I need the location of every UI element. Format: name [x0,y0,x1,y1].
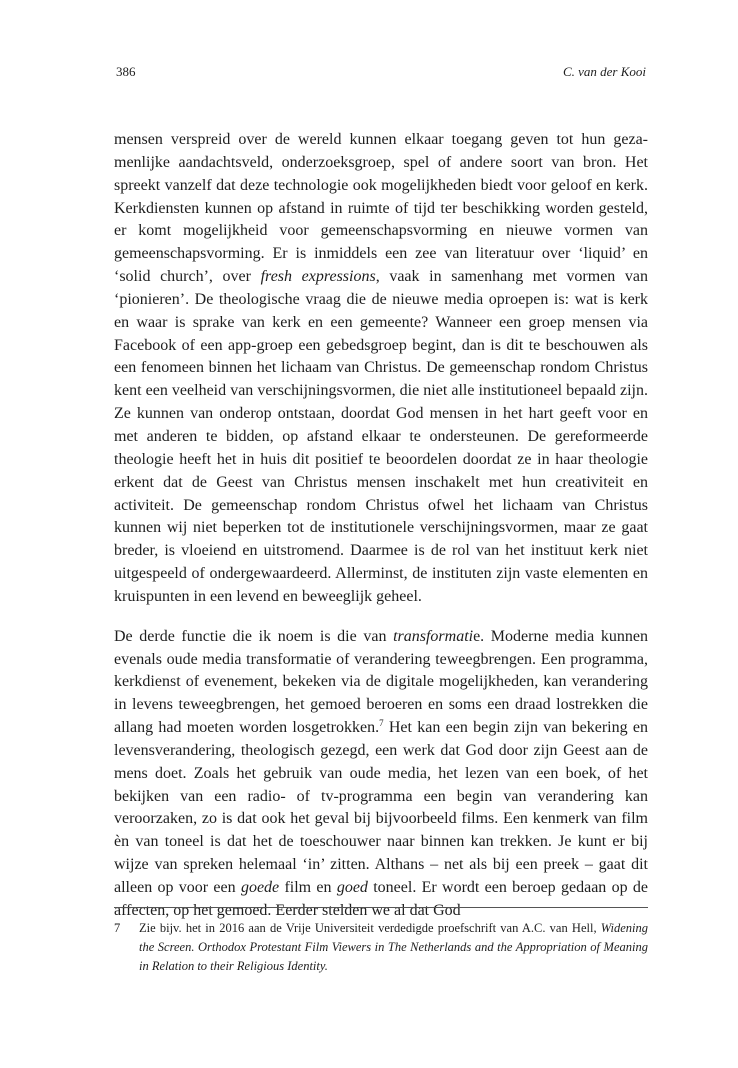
footnote-reference[interactable]: 7 [379,718,384,729]
paragraph-2-text-d: film en [279,879,337,896]
footnote-text [139,919,648,976]
footnote-divider [114,907,648,908]
paragraph-2-text-e: toneel. Er wordt een beroep gedaan op de affecten, op het gemoed. Eerder stelden we al dat God [114,879,648,919]
running-header [116,64,646,84]
paragraph-1-emphasis: fresh expressions [260,268,376,286]
paragraph-2-text-c: Het kan een begin zijn van bekering en levensverandering, theologisch gezegd, een werk dat God door zijn Geest aan de mens doet. Zoals het gebruik van oude media, het lezen van een boek, of het bekijken van een radio- of tv-programma een begin van verandering kan veroorzaken, zo is dat ook het geval bij bijvoorbeeld films. Een kenmerk van film èn van toneel is dat het de toeschouwer naar binnen kan trekken. Je kunt er bij wijze van spreken helemaal ‘in’ zitten. Althans – net als bij een preek – gaat dit alleen op voor een [114,719,649,896]
paragraph-2 [114,626,648,923]
page-number: 386 [116,64,136,79]
paragraph-1-text-a: mensen verspreid over de wereld kunnen elkaar toegang geven tot hun gezamenlijke aandachtsveld, onderzoeksgroep, spel of andere soort van bron. Het spreekt vanzelf dat deze technologie ook mogelijkheden biedt voor geloof en kerk. Kerkdiensten kunnen op afstand in ruimte of tijd ter beschikking worden gesteld, er komt mogelijkheid voor gemeenschapsvorming en nieuwe vormen van gemeenschapsvorming. Er is inmiddels een zee van literatuur over ‘liquid’ en ‘solid church’, over [114,131,648,286]
body-text [114,129,648,923]
footnote-title: Widening the Screen. Orthodox Protestant Film Viewers in The Netherlands and the Appropriation of Meaning in Relation to their Religious Identity. [139,921,648,973]
paragraph-2-emphasis-goede: goede [240,879,280,896]
footnote [114,919,648,976]
paragraph-2-emphasis-goed: goed [336,879,368,896]
paragraph-2-text-a: De derde functie die ik noem is die van [114,627,394,645]
paragraph-1 [114,129,648,609]
paragraph-2-text-b: e. Moderne media kunnen evenals oude media transformatie of verandering teweegbrengen. Een programma, kerkdienst of evenement, bekeken via de digitale mogelijkheden, kan verandering in levens teweegbrengen, het gemoed beroeren en soms een draad lostrekken die allang had moeten worden losgetrokken. [114,627,648,737]
footnote-number: 7 [114,921,121,935]
footnote-text-a: Zie bijv. het in 2016 aan de Vrije Universiteit verdedigde proefschrift van A.C. van Hell, [139,921,601,935]
paragraph-2-emphasis-transformatie: transformati [393,627,474,645]
running-head-author: C. van der Kooi [562,64,646,79]
paragraph-1-text-b: , vaak in samenhang met vormen van ‘pionieren’. De theologische vraag die de nieuwe media oproepen is: wat is kerk en waar is sprake van kerk en een gemeente? Wanneer een groep mensen via Facebook of een app-groep een gebedsgroep begint, dan is dit te beschouwen als een fenomeen binnen het lichaam van Christus. De gemeenschap rondom Christus kent een veelheid van verschijningsvormen, die niet alle institutioneel bepaald zijn. Ze kunnen van onderop ontstaan, doordat God mensen in het hart geeft voor en met anderen te bidden, op afstand elkaar te ondersteunen. De gereformeerde theologie heeft het in huis dit positief te beoordelen doordat ze in haar theologie erkent dat de Geest van Christus mensen inschakelt met hun creativiteit en activiteit. De gemeenschap rondom Christus ofwel het lichaam van Christus kunnen wij niet beperken tot de institutionele verschijningsvormen, maar ze gaat breder, is vloeiend en uitstromend. Daarmee is de rol van het instituut kerk niet uitgespeeld of ondergewaardeerd. Allerminst, de instituten zijn vaste elementen en kruispunten in een levend en beweeglijk geheel. [114,268,649,605]
